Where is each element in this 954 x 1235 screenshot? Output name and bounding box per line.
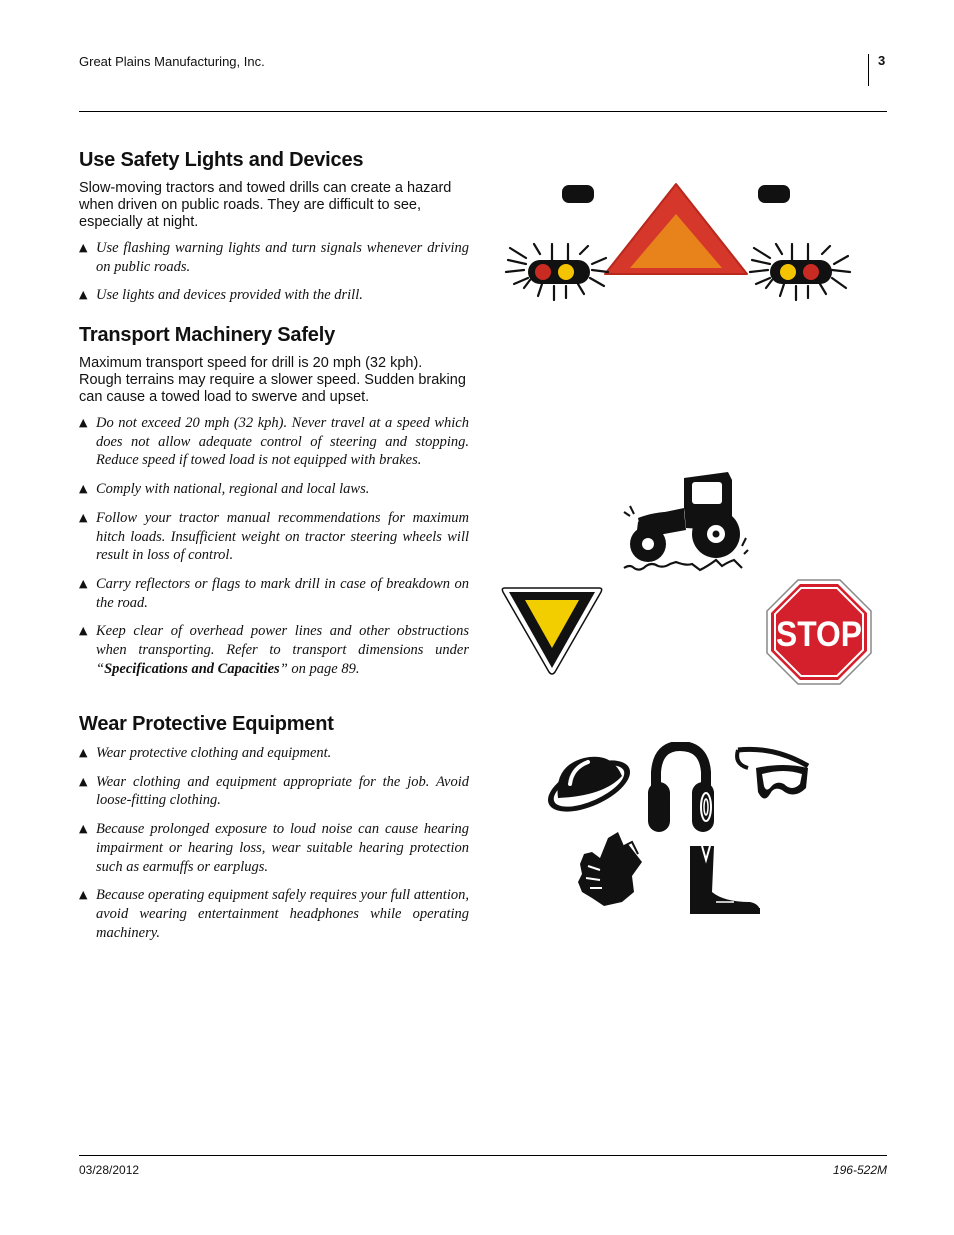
list-item: ▲ Because prolonged exposure to loud noise can cause hearing impairment or hearing loss, wear suitable hearing protection such as earmuffs or earplugs. — [79, 821, 469, 875]
bullet-list — [79, 744, 469, 942]
turn-signal-right-icon — [758, 185, 790, 203]
page-number: 3 — [878, 53, 886, 68]
list-item: ▲ Follow your tractor manual recommendations for maximum hitch loads. Insufficient weight on tractor steering wheels will result in loss of control. — [79, 509, 469, 564]
list-item: ▲ Keep clear of overhead power lines and other obstructions when transporting. Refer to transport dimensions under “Specifications and Capacities” on page 89. — [79, 623, 469, 677]
bullet-triangle-icon: ▲ — [79, 774, 88, 788]
list-item: ▲ Do not exceed 20 mph (32 kph). Never travel at a speed which does not allow adequate control of steering and stopping. Reduce speed if towed load is not equipped with brakes. — [79, 415, 469, 469]
lights-smv-figure — [500, 178, 860, 303]
section-heading: Transport Machinery Safely — [79, 324, 336, 346]
list-item: ▲ Carry reflectors or flags to mark drill in case of breakdown on the road. — [79, 575, 469, 611]
list-item: ▲ Because operating equipment safely requires your full attention, avoid wearing entertainment headphones while operating machinery. — [79, 887, 469, 941]
bullet-list — [79, 239, 469, 305]
gloves-icon — [578, 832, 642, 906]
hard-hat-icon — [544, 750, 637, 822]
tractor-icon — [618, 468, 750, 576]
bullet-triangle-icon: ▲ — [79, 822, 88, 836]
section-heading: Use Safety Lights and Devices — [79, 149, 364, 171]
list-item: ▲ Use lights and devices provided with the drill. — [79, 287, 363, 304]
bullet-triangle-icon: ▲ — [79, 288, 88, 302]
list-item: ▲ Use flashing warning lights and turn signals whenever driving on public roads. — [79, 240, 469, 275]
stop-sign-icon — [765, 578, 873, 686]
protective-equipment-figure — [544, 742, 814, 922]
header-company: Great Plains Manufacturing, Inc. — [79, 54, 265, 69]
footer-date: 03/28/2012 — [79, 1163, 140, 1177]
flashing-light-right-icon — [750, 244, 850, 300]
bullet-triangle-icon: ▲ — [79, 624, 88, 638]
cross-reference: Specifications and Capacities — [104, 660, 280, 677]
header-divider — [868, 54, 869, 86]
section-heading: Wear Protective Equipment — [79, 713, 334, 735]
list-item: ▲ Comply with national, regional and local laws. — [79, 481, 370, 498]
list-item: ▲ Wear protective clothing and equipment. — [79, 745, 332, 761]
bullet-triangle-icon: ▲ — [79, 416, 88, 429]
bullet-triangle-icon: ▲ — [79, 576, 88, 590]
bullet-triangle-icon: ▲ — [79, 241, 88, 254]
earmuffs-icon — [648, 746, 714, 832]
section-intro: Maximum transport speed for drill is 20 mph (32 kph). Rough terrains may require a slower speed. Sudden braking can cause a towed load to swerve and upset. — [79, 355, 466, 405]
section-intro: Slow-moving tractors and towed drills can create a hazard when driven on public roads. They are difficult to see, especially at night. — [79, 180, 452, 230]
bullet-list — [79, 414, 469, 678]
boot-icon — [690, 846, 760, 914]
yield-sign-icon — [499, 584, 605, 678]
bullet-triangle-icon: ▲ — [79, 888, 88, 902]
footer-doc-number: 196-522M — [832, 1163, 887, 1177]
section-protective-equipment — [79, 712, 469, 952]
bullet-triangle-icon: ▲ — [79, 482, 88, 496]
list-item: ▲ Wear clothing and equipment appropriate for the job. Avoid loose-fitting clothing. — [79, 773, 469, 809]
smv-triangle-icon — [605, 184, 747, 274]
bullet-triangle-icon: ▲ — [79, 746, 88, 759]
footer-rule — [79, 1155, 887, 1156]
flashing-light-left-icon — [506, 244, 608, 300]
header-rule — [79, 111, 887, 112]
section-transport — [79, 323, 469, 688]
stop-sign-text: STOP — [776, 615, 862, 654]
section-safety-lights — [79, 148, 469, 315]
goggles-icon — [737, 749, 808, 798]
bullet-triangle-icon: ▲ — [79, 510, 88, 524]
turn-signal-left-icon — [562, 185, 594, 203]
